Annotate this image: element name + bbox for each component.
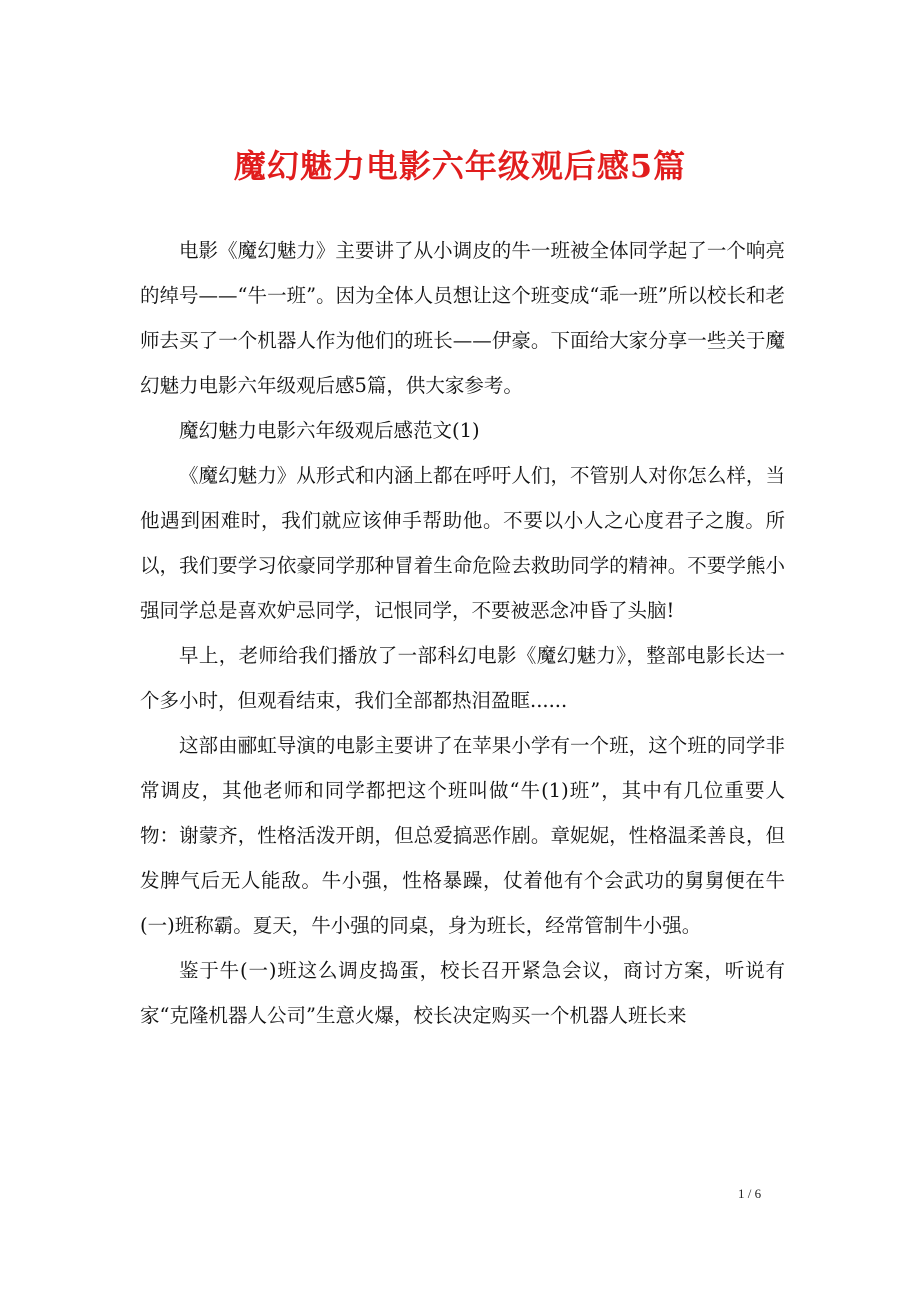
body-paragraph: 鉴于牛(一)班这么调皮捣蛋，校长召开紧急会议，商讨方案，听说有家“克隆机器人公司”生意火爆，校长决定购买一个机器人班长来 <box>140 959 785 1027</box>
body-paragraph: 早上，老师给我们播放了一部科幻电影《魔幻魅力》，整部电影长达一个多小时，但观看结束，我们全部都热泪盈眶...... <box>140 644 785 712</box>
intro-paragraph: 电影《魔幻魅力》主要讲了从小调皮的牛一班被全体同学起了一个响亮的绰号——“牛一班”。因为全体人员想让这个班变成“乖一班”所以校长和老师去买了一个机器人作为他们的班长——伊豪。下面给大家分享一些关于魔幻魅力电影六年级观后感5篇，供大家参考。 <box>140 239 785 397</box>
body-paragraph: 这部由郦虹导演的电影主要讲了在苹果小学有一个班，这个班的同学非常调皮，其他老师和同学都把这个班叫做“牛(1)班”，其中有几位重要人物：谢蒙齐，性格活泼开朗，但总爱搞恶作剧。章妮妮，性格温柔善良，但发脾气后无人能敌。牛小强，性格暴躁，仗着他有个会武功的舅舅便在牛(一)班称霸。夏天，牛小强的同桌，身为班长，经常管制牛小强。 <box>140 734 785 937</box>
document-title: 魔幻魅力电影六年级观后感5篇 <box>233 147 687 185</box>
section-heading: 魔幻魅力电影六年级观后感范文(1) <box>179 419 480 442</box>
body-paragraph: 《魔幻魅力》从形式和内涵上都在呼吁人们，不管别人对你怎么样，当他遇到困难时，我们就应该伸手帮助他。不要以小人之心度君子之腹。所以，我们要学习依豪同学那种冒着生命危险去救助同学的精神。不要学熊小强同学总是喜欢妒忌同学，记恨同学，不要被恶念冲昏了头脑! <box>140 464 785 622</box>
document-body <box>140 228 785 1038</box>
page-number: 1 / 6 <box>738 1186 762 1201</box>
